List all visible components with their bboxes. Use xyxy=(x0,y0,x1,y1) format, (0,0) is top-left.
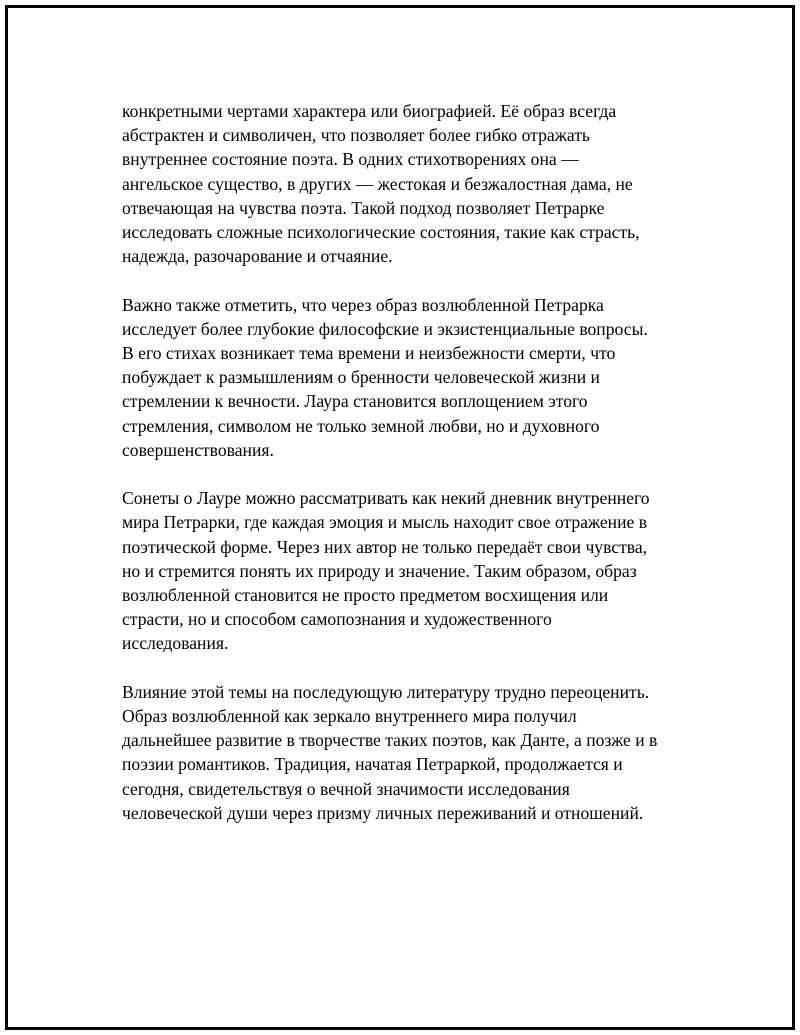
paragraph-1: конкретными чертами характера или биографией. Её образ всегда абстрактен и символичен, что позволяет более гибко отражать внутреннее состояние поэта. В одних стихотворениях она — ангельское существо, в других — жестокая и безжалостная дама, не отвечающая на чувства поэта. Такой подход позволяет Петрарке исследовать сложные психологические состояния, такие как страсть, надежда, разочарование и отчаяние. xyxy=(122,101,640,267)
paragraph-3: Сонеты о Лауре можно рассматривать как некий дневник внутреннего мира Петрарки, где каждая эмоция и мысль находит свое отражение в поэтической форме. Через них автор не только передаёт свои чувства, но и стремится понять их природу и значение. Таким образом, образ возлюбленной становится не просто предметом восхищения или страсти, но и способом самопознания и художественного исследования. xyxy=(122,488,650,654)
document-page xyxy=(5,5,795,1030)
paragraph-2: Важно также отметить, что через образ возлюбленной Петрарка исследует более глубокие философские и экзистенциальные вопросы. В его стихах возникает тема времени и неизбежности смерти, что побуждает к размышлениям о бренности человеческой жизни и стремлении к вечности. Лаура становится воплощением этого стремления, символом не только земной любви, но и духовного совершенствования. xyxy=(122,294,648,460)
document-body xyxy=(122,99,702,849)
paragraph-4: Влияние этой темы на последующую литературу трудно переоценить. Образ возлюбленной как зеркало внутреннего мира получил дальнейшее развитие в творчестве таких поэтов, как Данте, а позже и в поэзии романтиков. Традиция, начатая Петраркой, продолжается и сегодня, свидетельствуя о вечной значимости исследования человеческой души через призму личных переживаний и отношений. xyxy=(122,681,658,823)
